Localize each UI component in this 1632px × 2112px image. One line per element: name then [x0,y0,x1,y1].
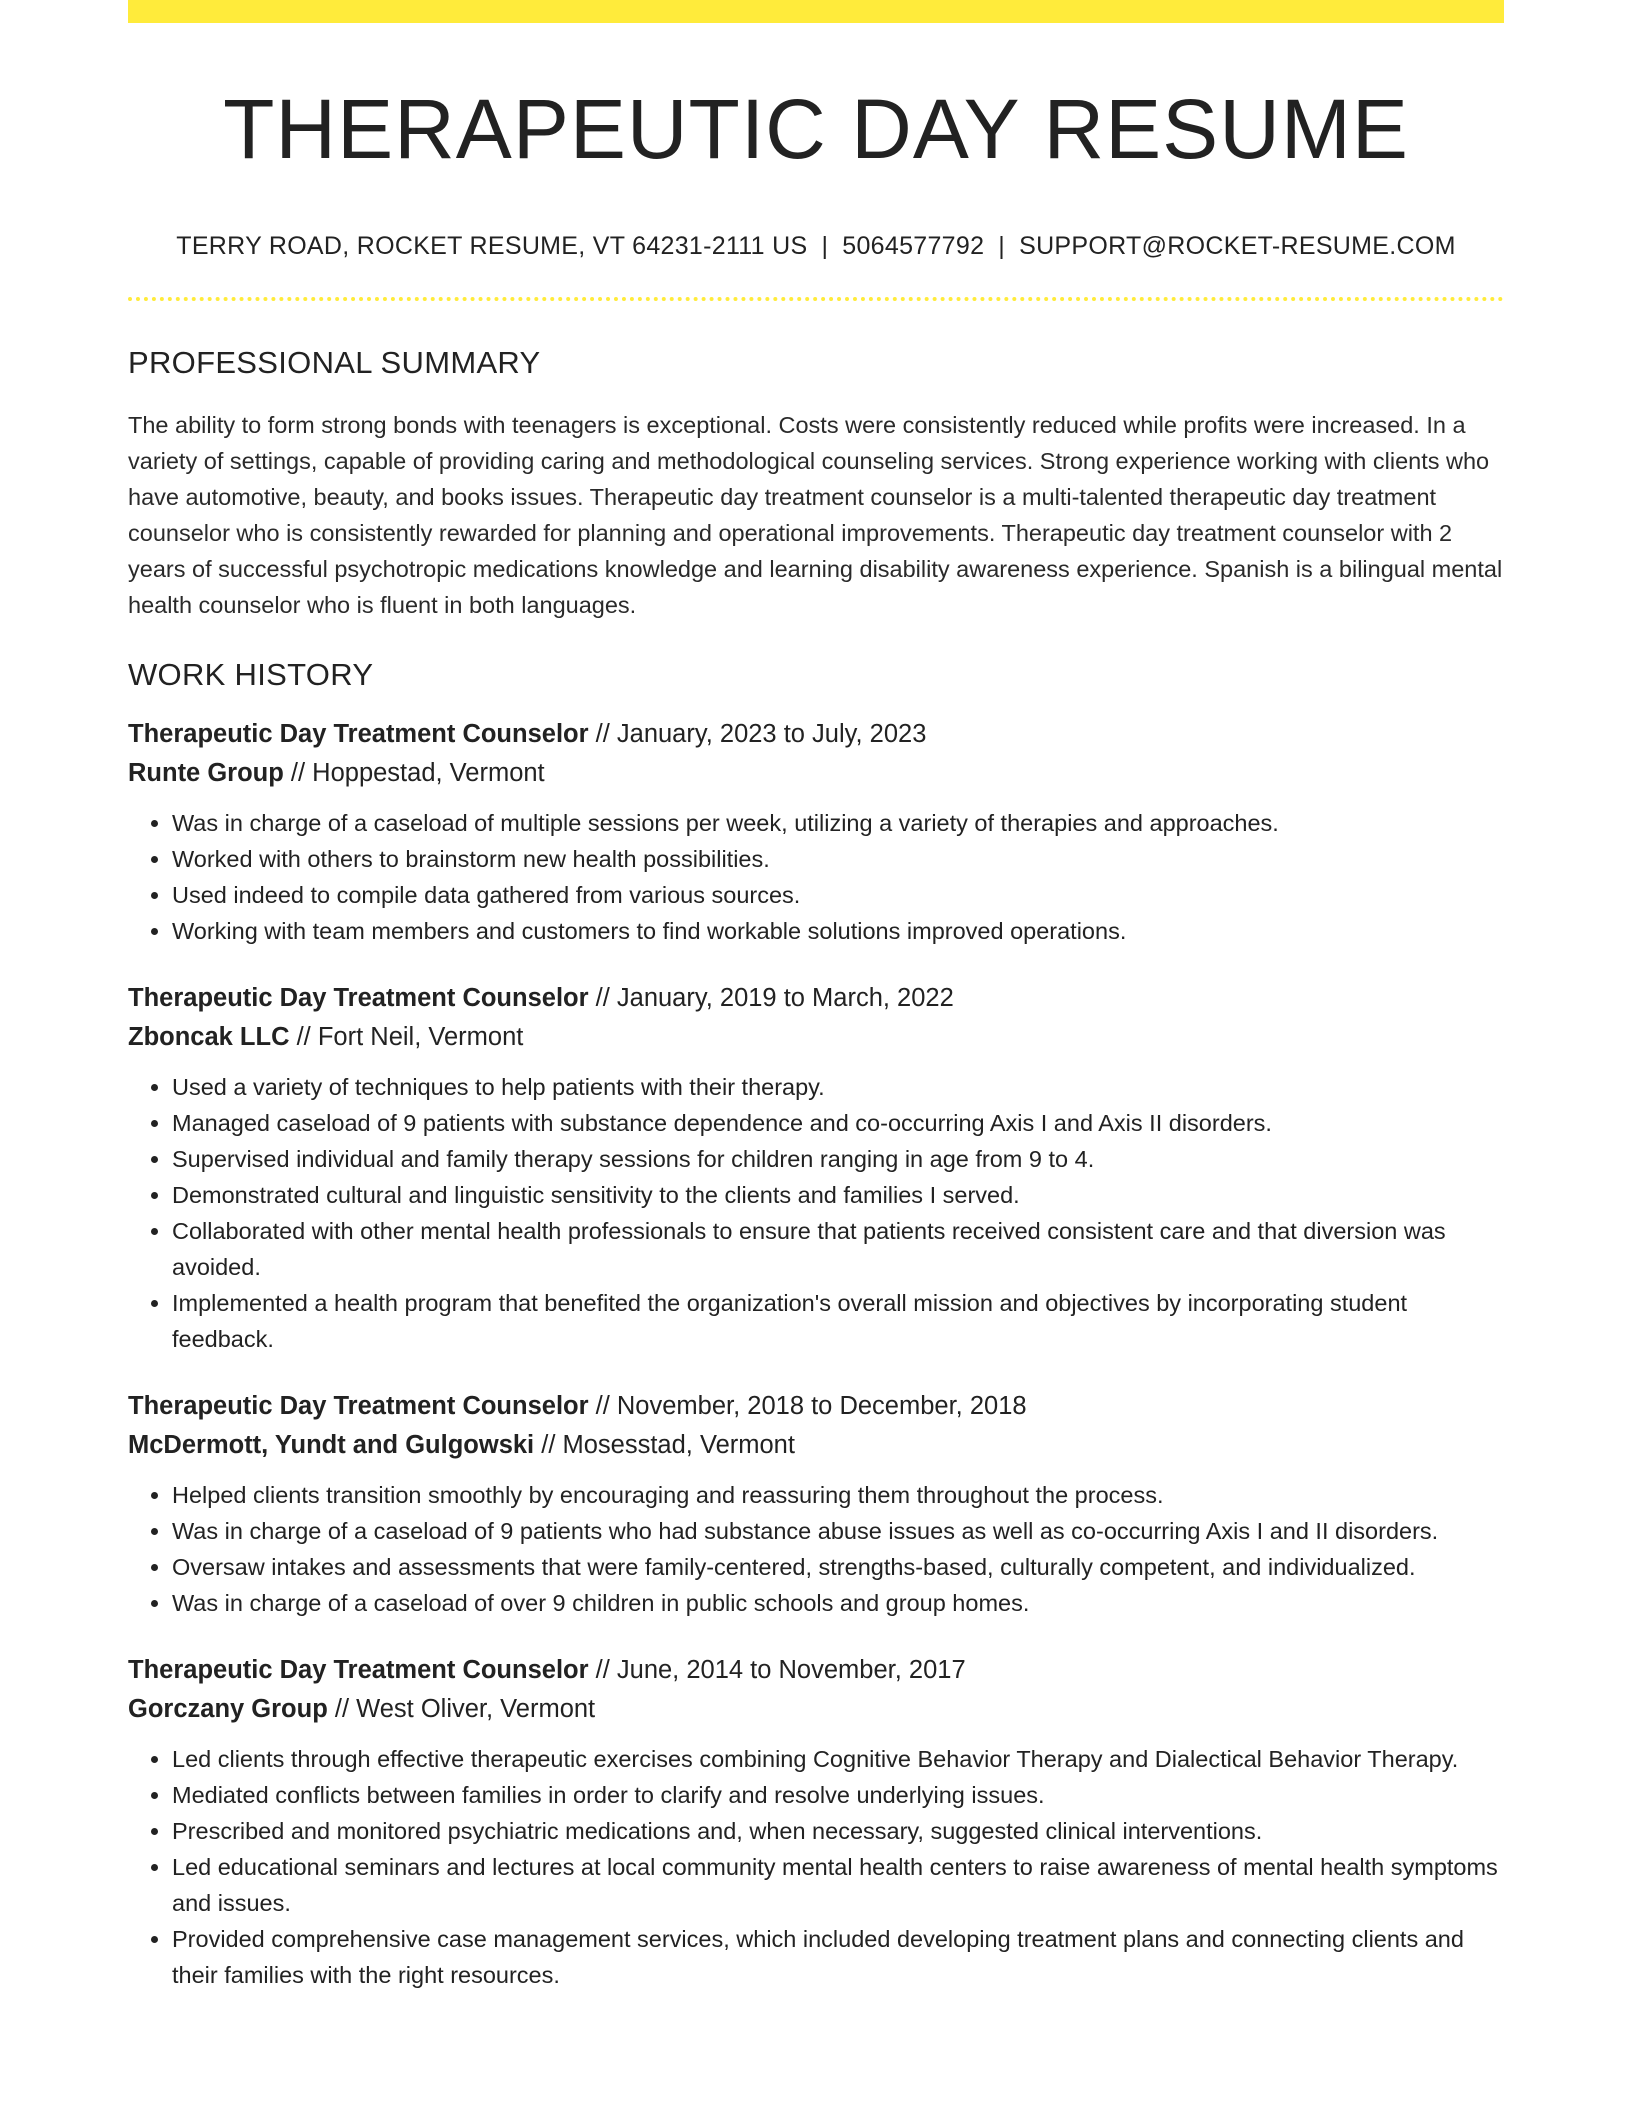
job-bullet: • Led clients through effective therapeutic exercises combining Cognitive Behavior Therapy and Dialectical Behavior Therapy. [172,1741,1504,1777]
job-title: Therapeutic Day Treatment Counselor [128,720,589,749]
job-company: McDermott, Yundt and Gulgowski [128,1431,535,1460]
job-bullet: • Provided comprehensive case management services, which included developing treatment plans and connecting clients and their families with the right resources. [172,1921,1504,1993]
job-dates: // November, 2018 to December, 2018 [588,1392,1027,1421]
job-bullets [128,1741,1504,1993]
job-bullet: • Working with team members and customers to find workable solutions improved operations. [172,913,1504,949]
contact-address: TERRY ROAD, ROCKET RESUME, VT 64231-2111 US [176,232,808,261]
job-entry [128,979,1504,1357]
resume-title: THERAPEUTIC DAY RESUME [223,82,1409,176]
job-bullets [128,1069,1504,1357]
job-bullet: • Was in charge of a caseload of 9 patients who had substance abuse issues as well as co-occurring Axis I and II disorders. [172,1513,1504,1549]
job-location: // Mosesstad, Vermont [534,1431,795,1460]
job-bullet: • Mediated conflicts between families in order to clarify and resolve underlying issues. [172,1777,1504,1813]
dotted-divider [128,297,1504,301]
job-bullet: • Worked with others to brainstorm new health possibilities. [172,841,1504,877]
job-bullet: • Demonstrated cultural and linguistic sensitivity to the clients and families I served. [172,1177,1504,1213]
job-bullets [128,1477,1504,1621]
job-bullet: • Was in charge of a caseload of over 9 children in public schools and group homes. [172,1585,1504,1621]
resume-page [128,0,1504,1993]
summary-heading: PROFESSIONAL SUMMARY [128,345,541,381]
contact-separator: | [821,232,829,261]
work-history-heading: WORK HISTORY [128,657,374,693]
job-company: Runte Group [128,759,284,788]
job-bullet: • Led educational seminars and lectures at local community mental health centers to raise awareness of mental health symptoms and issues. [172,1849,1504,1921]
contact-email: SUPPORT@ROCKET-RESUME.COM [1019,232,1456,261]
contact-line [128,231,1504,261]
job-title-line [128,715,1504,754]
job-bullet: • Supervised individual and family therapy sessions for children ranging in age from 9 to 4. [172,1141,1504,1177]
job-bullets [128,805,1504,949]
job-company: Gorczany Group [128,1695,328,1724]
summary-text: The ability to form strong bonds with teenagers is exceptional. Costs were consistently reduced while profits were increased. In a variety of settings, capable of providing caring and methodological counseling services. Strong experience working with clients who have automotive, beauty, and books issues. Therapeutic day treatment counselor is a multi-talented therapeutic day treatment counselor who is consistently rewarded for planning and operational improvements. Therapeutic day treatment counselor with 2 years of successful psychotropic medications knowledge and learning disability awareness experience. Spanish is a bilingual mental health counselor who is fluent in both languages. [128,412,1503,619]
job-dates: // June, 2014 to November, 2017 [588,1656,966,1685]
job-company-line [128,1426,1504,1465]
job-bullet: • Prescribed and monitored psychiatric medications and, when necessary, suggested clinical interventions. [172,1813,1504,1849]
job-bullet: • Collaborated with other mental health professionals to ensure that patients received consistent care and that diversion was avoided. [172,1213,1504,1285]
job-company-line [128,1690,1504,1729]
job-dates: // January, 2023 to July, 2023 [588,720,927,749]
job-bullet: • Used a variety of techniques to help patients with their therapy. [172,1069,1504,1105]
job-location: // West Oliver, Vermont [327,1695,596,1724]
job-title-line [128,1651,1504,1690]
job-company: Zboncak LLC [128,1023,290,1052]
job-title: Therapeutic Day Treatment Counselor [128,984,589,1013]
accent-bar [128,0,1504,23]
job-title: Therapeutic Day Treatment Counselor [128,1392,589,1421]
job-bullet: • Implemented a health program that benefited the organization's overall mission and objectives by incorporating student feedback. [172,1285,1504,1357]
contact-separator: | [998,232,1006,261]
job-location: // Hoppestad, Vermont [283,759,545,788]
job-entry [128,1651,1504,1993]
job-bullet: • Managed caseload of 9 patients with substance dependence and co-occurring Axis I and Axis II disorders. [172,1105,1504,1141]
job-location: // Fort Neil, Vermont [289,1023,524,1052]
job-title-line [128,979,1504,1018]
job-bullet: • Helped clients transition smoothly by encouraging and reassuring them throughout the process. [172,1477,1504,1513]
job-company-line [128,1018,1504,1057]
job-company-line [128,754,1504,793]
job-title: Therapeutic Day Treatment Counselor [128,1656,589,1685]
job-entry [128,715,1504,949]
job-bullet: • Used indeed to compile data gathered from various sources. [172,877,1504,913]
contact-phone: 5064577792 [842,232,985,261]
job-dates: // January, 2019 to March, 2022 [588,984,954,1013]
job-entry [128,1387,1504,1621]
job-title-line [128,1387,1504,1426]
job-bullet: • Was in charge of a caseload of multiple sessions per week, utilizing a variety of therapies and approaches. [172,805,1504,841]
job-bullet: • Oversaw intakes and assessments that were family-centered, strengths-based, culturally competent, and individualized. [172,1549,1504,1585]
